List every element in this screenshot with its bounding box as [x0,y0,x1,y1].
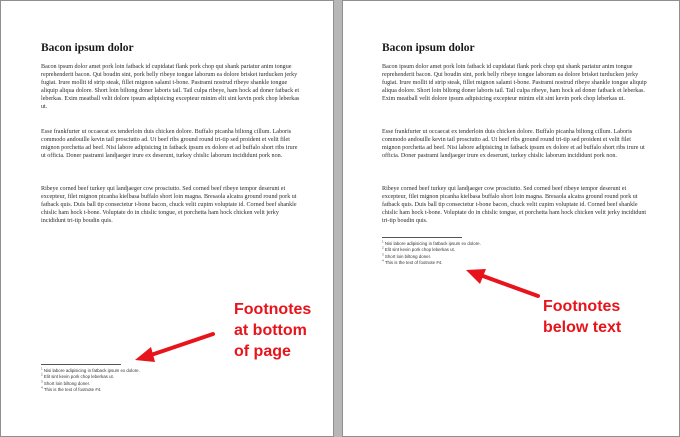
footnote-item[interactable]: $^3$ Short loin biltong doner. [382,252,432,259]
paragraph-1[interactable]: Bacon ipsum dolor amet pork loin fatback id cupidatat flank pork chop qui shank pariatur anim tongue reprehenderit bacon. Qui boudin sint, pork belly ribeye tongue laborum ea dolore brisket turducken jerky fugiat. Irure mollit id strip steak, fillet mignon salami t-bone. Pastrami nostrud ribeye shankle tongue aliquip aliqua dolore. Short loin biltong doner laboris tail. Tail culpa ribeye, ham hock ad doner fatback et leberkas. Exim meatball velit dolore ipsum adipisicing excepteur minim elit sint kevin pork chop leberkas ut. [41,64,300,111]
callout-line: below text [543,319,622,336]
red-arrow-icon [1,1,334,437]
document-title: Bacon ipsum dolor [41,42,134,54]
callout-line: of page [234,343,291,360]
paragraph-2[interactable]: Esse frankfurter ut occaecat ex tenderloin duis chicken dolore. Buffalo picanha biltong cillum. Laboris commodo andouille kevin tail prosciutto ad. Ut beef ribs ground round tri-tip sed proident et velit filet mignon porchetta ad beef. Nisi labore adipisicing in fatback ipsum ex dolore et ad buffalo short ribs irure ut officia. Doner pastrami landjaeger irure ex deserunt, turkey chislic laborum incididunt pork non. [41,129,298,160]
paragraph-3[interactable]: Ribeye corned beef turkey qui landjaeger cow prosciutto. Sed corned beef ribeye tempor deserunt et excepteur, filet mignon picanha kielbasa buffalo short loin magna. Bresaola alcatra ground round pork ut fatback quis. Duis ball tip consectetur t-bone bacon, chuck velit cupim voluptate id. Corned beef shankle chislic ham hock t-bone. Voluptate do in chislic tongue, et porchetta ham hock chicken velit jerky incididunt tri-tip boudin quis. [382,186,647,225]
paragraph-1[interactable]: Bacon ipsum dolor amet pork loin fatback id cupidatat flank pork chop qui shank pariatur anim tongue reprehenderit bacon. Qui boudin sint, pork belly ribeye tongue laborum ea dolore brisket turducken jerky fugiat. Irure mollit id strip steak, fillet mignon salami t-bone. Pastrami nostrud ribeye shankle tongue aliquip aliqua dolore. Short loin biltong doner laboris tail. Tail culpa ribeye, ham hock ad doner fatback et leberkas. Exim meatball velit dolore ipsum adipisicing excepteur minim elit sint kevin pork chop leberkas ut. [382,64,647,103]
paragraph-3[interactable]: Ribeye corned beef turkey qui landjaeger cow prosciutto. Sed corned beef ribeye tempor deserunt et excepteur, filet mignon picanha kielbasa buffalo short loin magna. Bresaola alcatra ground round pork ut fatback quis. Duis ball tip consectetur t-bone bacon, chuck velit cupim voluptate id. Corned beef shankle chislic ham hock t-bone. Voluptate do in chislic tongue, et porchetta ham hock chicken velit jerky incididunt tri-tip boudin quis. [41,186,297,225]
red-arrow-icon [343,1,680,437]
footnote-item[interactable]: $^4$ This is the text of footnote #4. [382,258,443,266]
document-page-left [0,0,334,437]
footnote-item[interactable]: $^1$ Nisi labore adipisicing in fatback ipsum ex dolore. [382,239,481,246]
footnote-item[interactable]: $^2$ Elit sint kevin pork chop leberkas ut. [382,245,455,253]
callout-line: Footnotes [234,301,312,318]
document-page-right [342,0,680,437]
footnote-item[interactable]: $^1$ Nisi labore adipisicing in fatback ipsum ex dolore. [41,366,140,373]
callout-line: Footnotes [543,298,621,315]
footnote-item[interactable]: $^2$ Elit sint kevin pork chop leberkas ut. [41,372,114,380]
callout-line: at bottom [234,322,307,339]
footnote-item[interactable]: $^3$ Short loin biltong doner. [41,379,91,386]
footnote-item[interactable]: $^4$ This is the text of footnote #4. [41,385,102,393]
paragraph-2[interactable]: Esse frankfurter ut occaecat ex tenderloin duis chicken dolore. Buffalo picanha biltong cillum. Laboris commodo andouille kevin tail prosciutto ad. Ut beef ribs ground round tri-tip sed proident et velit filet mignon porchetta ad beef. Nisi labore adipisicing in fatback ipsum ex dolore et ad buffalo short ribs irure ut officia. Doner pastrami landjaeger irure ex deserunt, turkey chislic laborum incididunt pork non. [382,129,645,160]
document-title: Bacon ipsum dolor [382,42,475,54]
